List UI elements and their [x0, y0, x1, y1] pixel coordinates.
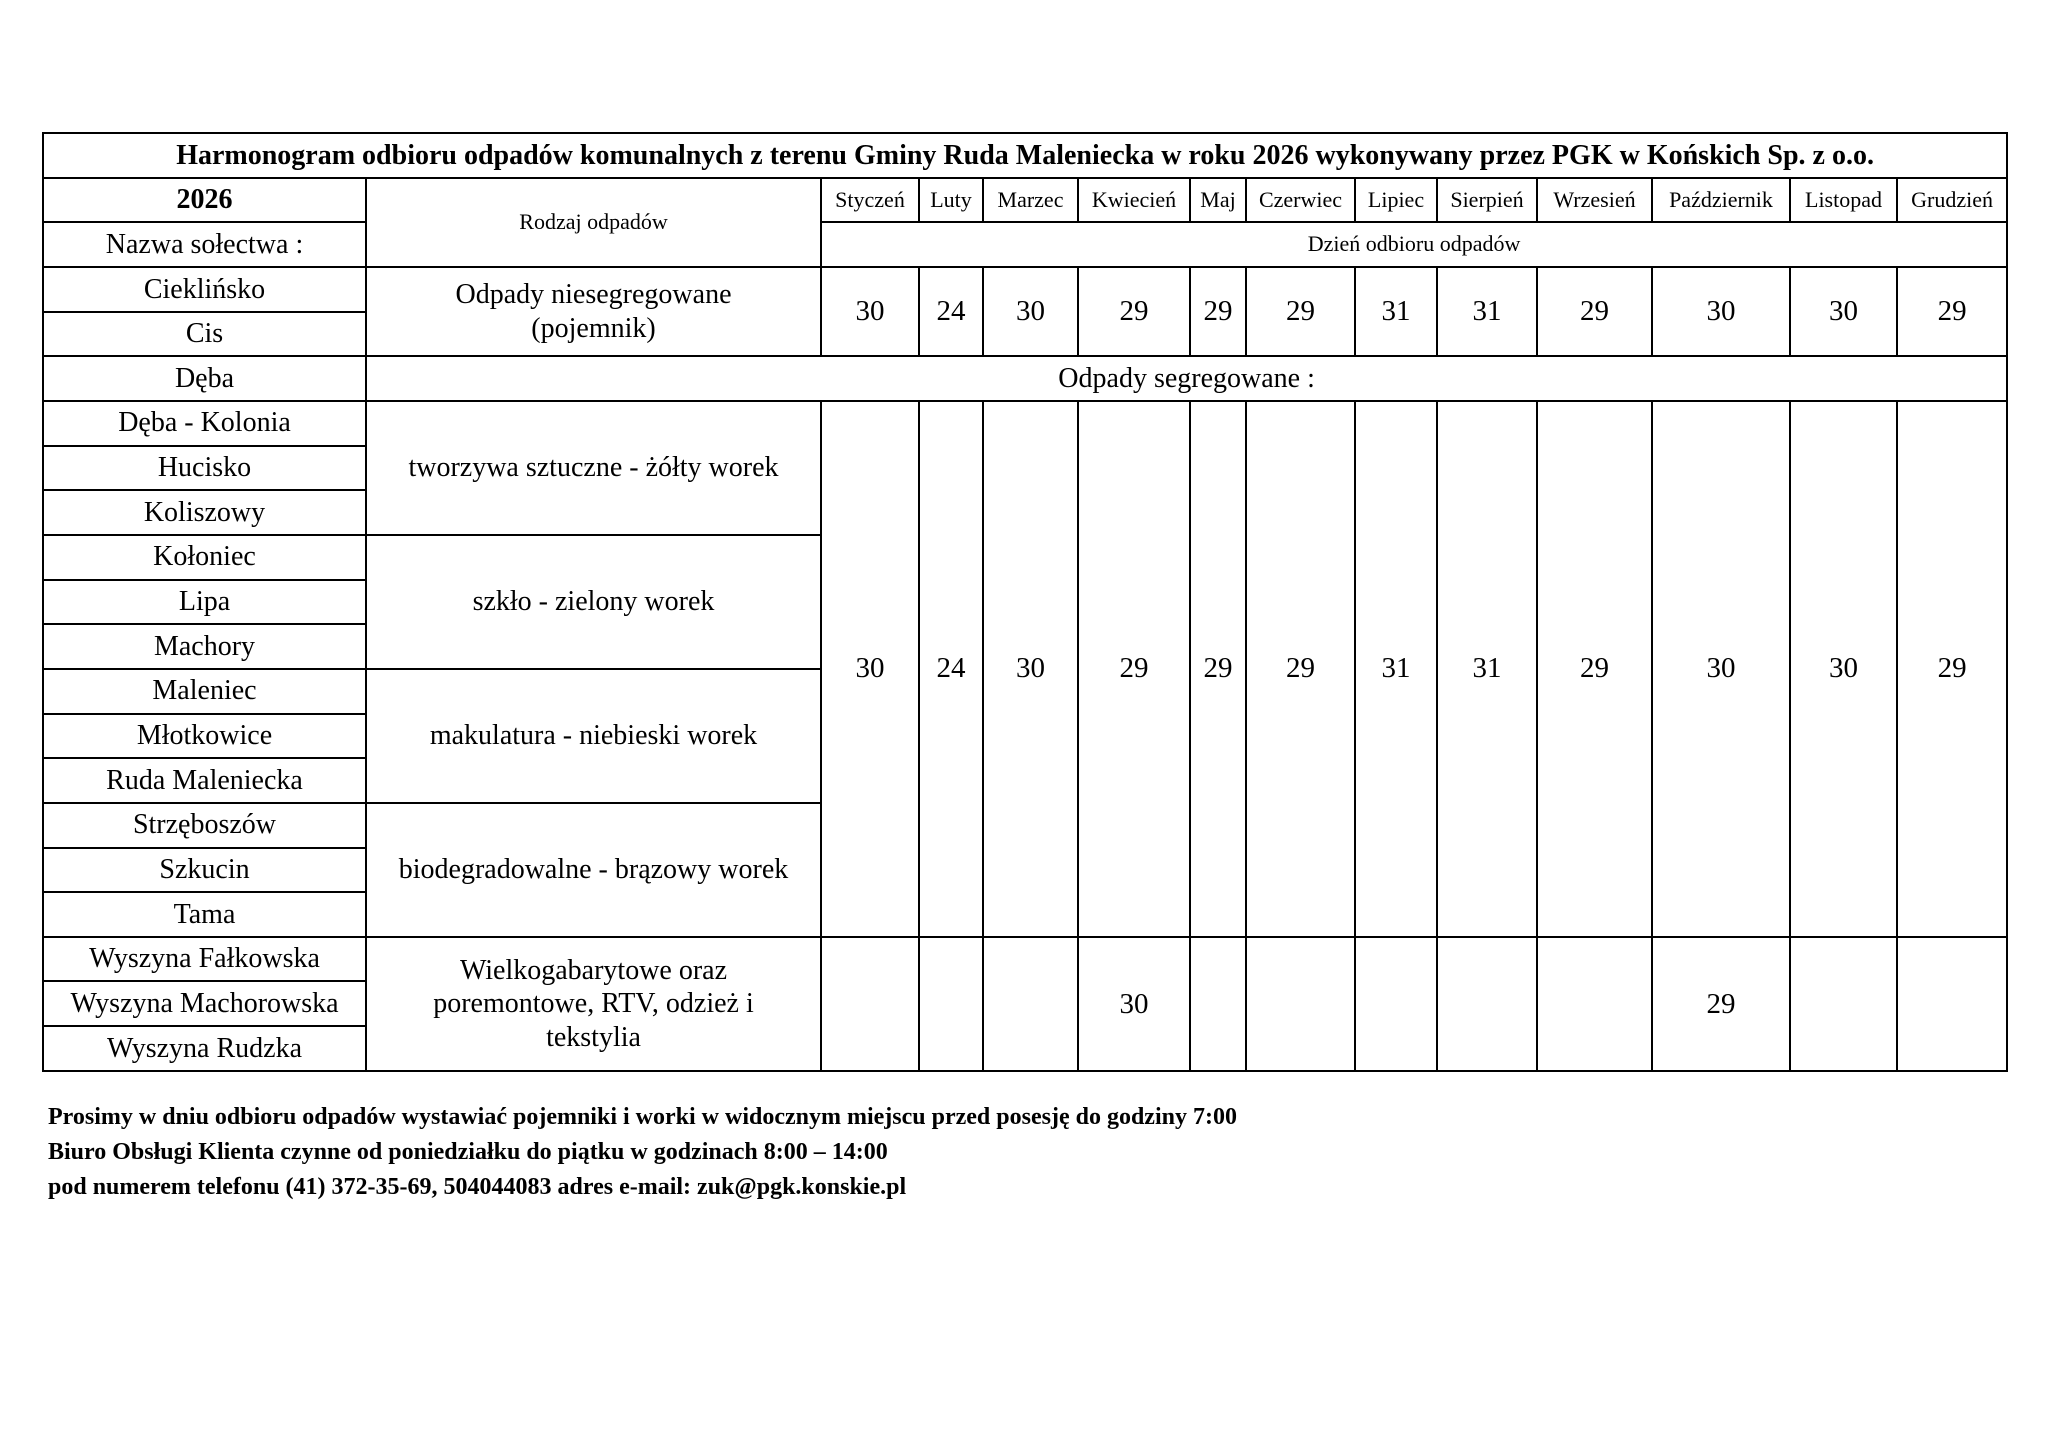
waste-type-header: Rodzaj odpadów	[366, 178, 821, 267]
village-name: Szkucin	[43, 848, 366, 893]
pickup-day-cell	[1790, 937, 1897, 1071]
village-name: Tama	[43, 892, 366, 937]
village-name: Kołoniec	[43, 535, 366, 580]
pickup-day-cell: 31	[1355, 401, 1437, 937]
pickup-day-cell: 30	[1078, 937, 1190, 1071]
pickup-day-cell	[1537, 937, 1652, 1071]
pickup-day-cell	[1355, 937, 1437, 1071]
waste-type-bio: biodegradowalne - brązowy worek	[366, 803, 821, 937]
village-name: Wyszyna Rudzka	[43, 1026, 366, 1071]
waste-type-mixed-line1: Odpady niesegregowane	[455, 279, 732, 311]
pickup-day-cell: 29	[1078, 267, 1190, 356]
waste-type-mixed	[366, 267, 821, 356]
village-name: Młotkowice	[43, 714, 366, 759]
pickup-day-cell: 29	[1897, 267, 2007, 356]
pickup-day-header: Dzień odbioru odpadów	[821, 222, 2007, 267]
pickup-day-cell	[1437, 937, 1537, 1071]
pickup-day-cell: 30	[1652, 267, 1790, 356]
waste-type-bulky	[366, 937, 821, 1071]
pickup-day-cell	[1190, 937, 1246, 1071]
month-header: Wrzesień	[1537, 178, 1652, 223]
pickup-day-cell: 29	[1190, 401, 1246, 937]
village-name: Cis	[43, 312, 366, 357]
month-header: Kwiecień	[1078, 178, 1190, 223]
pickup-day-cell: 29	[1246, 267, 1355, 356]
pickup-day-cell: 30	[983, 267, 1078, 356]
village-name: Strzęboszów	[43, 803, 366, 848]
month-header: Czerwiec	[1246, 178, 1355, 223]
month-header: Październik	[1652, 178, 1790, 223]
village-name: Lipa	[43, 580, 366, 625]
month-header: Sierpień	[1437, 178, 1537, 223]
footer-line-office-hours: Biuro Obsługi Klienta czynne od poniedziałku do piątku w godzinach 8:00 – 14:00	[48, 1139, 888, 1165]
pickup-day-cell	[821, 937, 919, 1071]
pickup-day-cell: 29	[1190, 267, 1246, 356]
village-name: Maleniec	[43, 669, 366, 714]
pickup-day-cell	[1897, 937, 2007, 1071]
pickup-day-cell: 31	[1355, 267, 1437, 356]
month-header: Marzec	[983, 178, 1078, 223]
pickup-day-cell: 24	[919, 267, 983, 356]
month-header: Lipiec	[1355, 178, 1437, 223]
village-header: Nazwa sołectwa :	[43, 222, 366, 267]
pickup-day-cell: 29	[1652, 937, 1790, 1071]
pickup-day-cell: 29	[1537, 267, 1652, 356]
month-header: Luty	[919, 178, 983, 223]
waste-type-mixed-line2: (pojemnik)	[531, 312, 656, 344]
pickup-day-cell	[983, 937, 1078, 1071]
waste-type-paper: makulatura - niebieski worek	[366, 669, 821, 803]
month-header: Styczeń	[821, 178, 919, 223]
pickup-day-cell: 30	[1790, 401, 1897, 937]
month-header: Grudzień	[1897, 178, 2007, 223]
pickup-day-cell: 30	[1790, 267, 1897, 356]
village-name: Wyszyna Fałkowska	[43, 937, 366, 982]
pickup-day-cell: 30	[821, 401, 919, 937]
footer-line-contact: pod numerem telefonu (41) 372-35-69, 504044083 adres e-mail: zuk@pgk.konskie.pl	[48, 1174, 907, 1200]
pickup-day-cell	[919, 937, 983, 1071]
footer-notes	[48, 1100, 1237, 1205]
pickup-day-cell: 31	[1437, 401, 1537, 937]
segregated-header: Odpady segregowane :	[366, 356, 2007, 401]
pickup-day-cell: 29	[1246, 401, 1355, 937]
pickup-day-cell	[1246, 937, 1355, 1071]
year-label: 2026	[43, 178, 366, 223]
pickup-day-cell: 29	[1897, 401, 2007, 937]
waste-type-bulky-line1: Wielkogabarytowe oraz	[459, 954, 728, 986]
schedule-title: Harmonogram odbioru odpadów komunalnych z terenu Gminy Ruda Maleniecka w roku 2026 wykonywany przez PGK w Końskich Sp. z o.o.	[43, 133, 2007, 178]
schedule-table	[42, 132, 2008, 1072]
village-name: Koliszowy	[43, 490, 366, 535]
village-name: Wyszyna Machorowska	[43, 981, 366, 1026]
village-name: Dęba	[43, 356, 366, 401]
pickup-day-cell: 29	[1078, 401, 1190, 937]
waste-type-glass: szkło - zielony worek	[366, 535, 821, 669]
month-header: Listopad	[1790, 178, 1897, 223]
village-name: Cieklińsko	[43, 267, 366, 312]
waste-type-bulky-line3: tekstylia	[546, 1021, 641, 1053]
pickup-day-cell: 30	[821, 267, 919, 356]
pickup-day-cell: 29	[1537, 401, 1652, 937]
village-name: Machory	[43, 624, 366, 669]
footer-line-instructions: Prosimy w dniu odbioru odpadów wystawiać pojemniki i worki w widocznym miejscu przed posesję do godziny 7:00	[48, 1104, 1237, 1130]
waste-type-bulky-line2: poremontowe, RTV, odzież i	[433, 988, 754, 1020]
month-header: Maj	[1190, 178, 1246, 223]
village-name: Dęba - Kolonia	[43, 401, 366, 446]
waste-type-plastic: tworzywa sztuczne - żółty worek	[366, 401, 821, 535]
village-name: Ruda Maleniecka	[43, 758, 366, 803]
pickup-day-cell: 24	[919, 401, 983, 937]
pickup-day-cell: 30	[1652, 401, 1790, 937]
pickup-day-cell: 31	[1437, 267, 1537, 356]
village-name: Hucisko	[43, 446, 366, 491]
pickup-day-cell: 30	[983, 401, 1078, 937]
